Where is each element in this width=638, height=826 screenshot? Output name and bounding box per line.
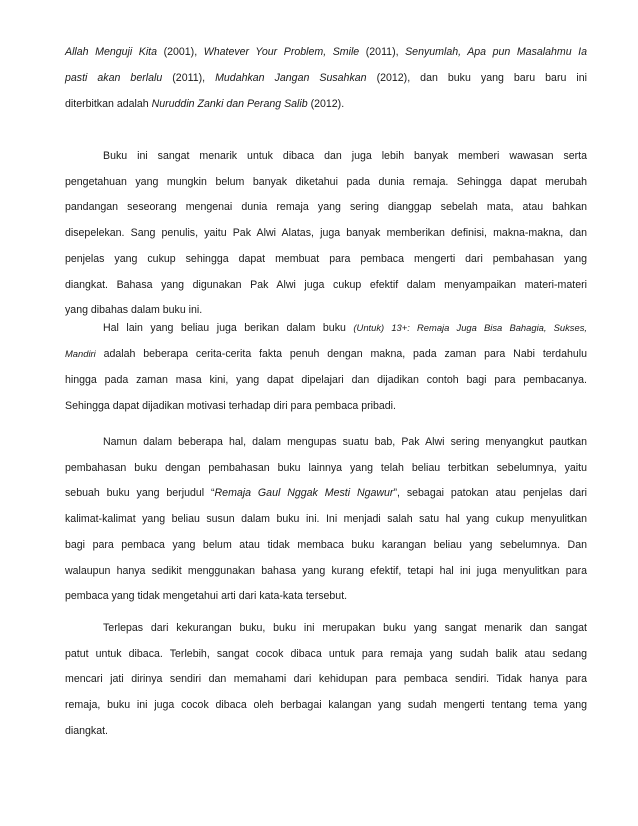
text-line bbox=[65, 373, 587, 387]
text-segment: kalimat-kalimat yang beliau susun dalam buku ini. Ini menjadi salah satu hal yang cukup menyulitkan bbox=[65, 513, 587, 526]
book-title-italic: Senyumlah, Apa pun Masalahmu Ia bbox=[405, 46, 588, 58]
text-segment: Namun dalam beberapa hal, dalam mengupas suatu bab, Pak Alwi sering menyangkut pautkan bbox=[103, 436, 587, 448]
text-segment: patut untuk dibaca. Terlebih, sangat cocok dibaca untuk para remaja yang sudah balik atau sedang bbox=[65, 647, 587, 660]
text-segment: sebuah buku yang berjudul “ bbox=[65, 487, 215, 500]
text-segment: adalah beberapa cerita-cerita fakta penuh dengan makna, pada zaman para Nabi terdahulu bbox=[95, 348, 587, 360]
text-segment: yang dibahas dalam buku ini. bbox=[65, 304, 203, 317]
text-segment: (2012). bbox=[307, 98, 345, 110]
book-title-italic: Nuruddin Zanki dan Perang Salib bbox=[151, 98, 308, 110]
book-title-italic: Mandiri bbox=[65, 348, 96, 359]
text-line bbox=[65, 647, 587, 661]
text-line bbox=[65, 698, 587, 712]
text-line bbox=[65, 538, 587, 552]
book-title-italic: Mudahkan Jangan Susahkan bbox=[215, 72, 367, 84]
text-segment: diangkat. Bahasa yang digunakan Pak Alwi juga cukup efektif dalam menyampaikan materi-materi bbox=[65, 278, 587, 291]
text-line bbox=[65, 226, 587, 240]
text-segment: Terlepas dari kekurangan buku, buku ini merupakan buku yang sangat menarik dan sangat bbox=[103, 622, 587, 634]
text-line bbox=[65, 71, 587, 85]
text-line bbox=[103, 435, 587, 449]
text-line bbox=[65, 97, 587, 111]
text-line bbox=[65, 564, 587, 578]
text-segment: Buku ini sangat menarik untuk dibaca dan juga lebih banyak memberi wawasan serta bbox=[103, 150, 587, 162]
text-segment: hingga pada zaman masa kini, yang dapat dipelajari dan dijadikan contoh bagi para pembacanya. bbox=[65, 374, 587, 386]
text-line bbox=[65, 724, 587, 738]
text-segment: diterbitkan adalah bbox=[65, 98, 152, 110]
text-line bbox=[65, 486, 587, 500]
book-title-italic: pasti akan berlalu bbox=[65, 72, 163, 84]
text-segment: (2011), bbox=[162, 72, 216, 84]
text-line bbox=[103, 321, 587, 335]
text-line bbox=[65, 399, 587, 413]
book-title-italic: (Untuk) 13+: Remaja Juga Bisa Bahagia, Sukses, bbox=[353, 322, 587, 333]
text-line bbox=[65, 347, 587, 361]
text-line bbox=[103, 149, 587, 163]
text-segment: mencari jati dirinya sendiri dan memahami dari kehidupan para pembaca sendiri. Tidak hanya para bbox=[65, 673, 587, 686]
text-line bbox=[65, 200, 587, 214]
text-segment: penjelas yang cukup sehingga dapat membuat para pembaca mengerti dari pembahasan yang bbox=[65, 252, 587, 265]
text-line bbox=[103, 621, 587, 635]
text-line bbox=[65, 589, 587, 603]
text-segment: diangkat. bbox=[65, 724, 108, 737]
text-line bbox=[65, 672, 587, 686]
text-segment: Sehingga dapat dijadikan motivasi terhadap diri para pembaca pribadi. bbox=[65, 400, 396, 412]
text-segment: walaupun hanya sedikit menggunakan bahasa yang kurang efektif, tetapi hal ini juga menyulitkan para bbox=[65, 564, 587, 577]
text-line bbox=[65, 175, 587, 189]
text-segment: disepelekan. Sang penulis, yaitu Pak Alwi Alatas, juga banyak memberikan definisi, makna-makna, dan bbox=[65, 227, 587, 240]
book-title-italic: Allah Menguji Kita bbox=[65, 46, 158, 58]
text-line bbox=[65, 278, 587, 292]
text-segment: pembahasan buku dengan pembahasan buku lainnya yang telah beliau terbitkan sebelumnya, yaitu bbox=[65, 461, 587, 474]
text-line bbox=[65, 512, 587, 526]
text-segment: (2011), bbox=[359, 46, 406, 58]
text-segment: pandangan seseorang mengenai dunia remaja yang sering dianggap sebelah mata, atau bahkan bbox=[65, 201, 587, 214]
book-title-italic: Remaja Gaul Nggak Mesti Ngawur bbox=[214, 487, 394, 500]
text-segment: ”, sebagai patokan atau penjelas dari bbox=[393, 487, 588, 500]
book-title-italic: Whatever Your Problem, Smile bbox=[203, 46, 360, 58]
text-segment: pengetahuan yang mungkin belum banyak diketahui pada dunia remaja. Sehingga dapat merubah bbox=[65, 175, 587, 188]
text-line bbox=[65, 252, 587, 266]
text-segment: (2012), dan buku yang baru baru ini bbox=[366, 72, 587, 84]
text-segment: remaja, buku ini juga cocok dibaca oleh berbagai kalangan yang sudah mengerti tentang tema yang bbox=[65, 699, 587, 712]
text-segment: pembaca yang tidak mengetahui arti dari kata-kata tersebut. bbox=[65, 590, 348, 603]
text-line bbox=[65, 303, 587, 317]
text-line bbox=[65, 45, 587, 59]
text-line bbox=[65, 461, 587, 475]
text-segment: (2001), bbox=[157, 46, 204, 58]
text-segment: Hal lain yang beliau juga berikan dalam buku bbox=[103, 322, 354, 334]
text-segment: bagi para pembaca yang belum atau tidak membaca buku karangan beliau yang sebelumnya. Dan bbox=[65, 538, 587, 551]
